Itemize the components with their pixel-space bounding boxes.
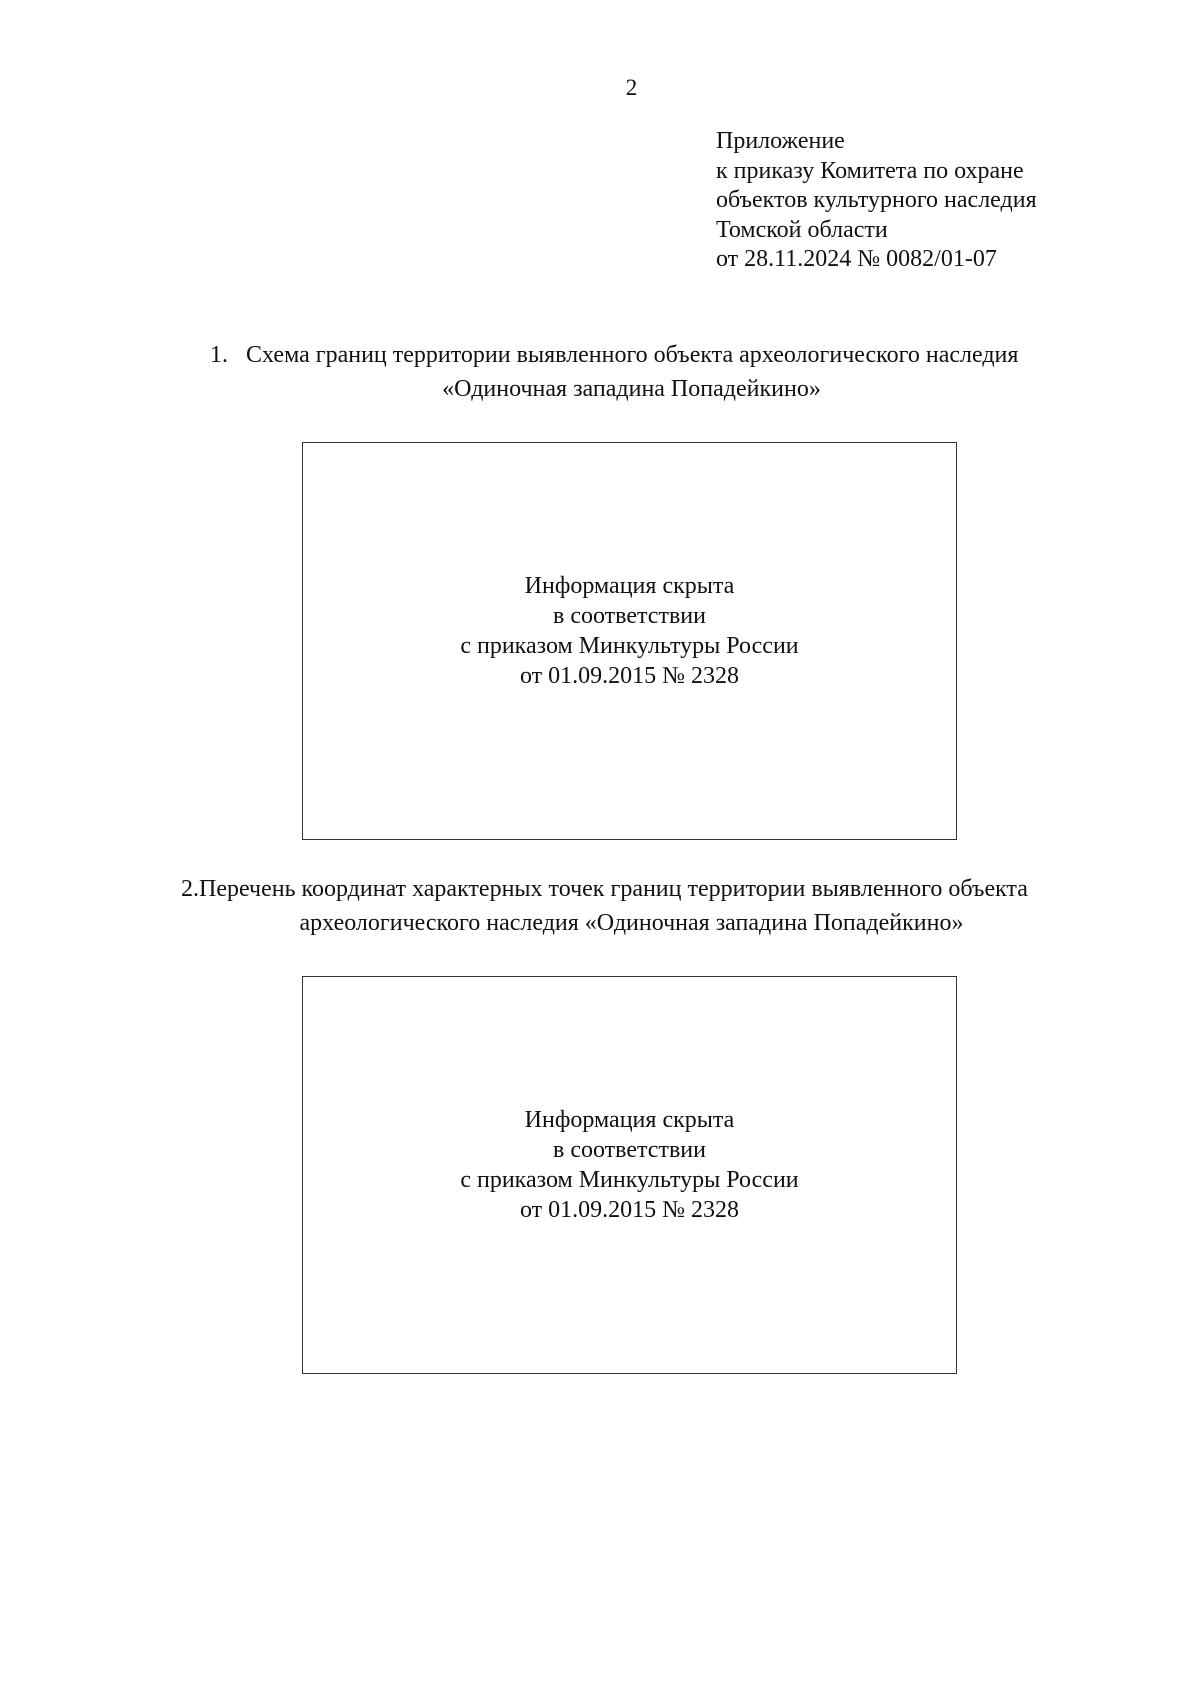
hidden-notice-line: с приказом Минкультуры России [460,633,799,659]
section-1-heading [0,338,1200,406]
section-1-number: 1. [210,342,228,368]
appendix-header [716,127,1176,275]
hidden-scheme-box [302,442,957,840]
page-number: 2 [625,75,638,100]
hidden-notice-line: в соответствии [553,603,706,629]
hidden-notice-line: от 01.09.2015 № 2328 [519,663,740,689]
hidden-notice-line: Информация скрыта [524,573,735,599]
section-1-title-text: Схема границ территории выявленного объекта археологического наследия [246,342,1019,368]
appendix-line: Томской области [716,216,888,243]
hidden-notice-line: в соответствии [553,1137,706,1163]
hidden-coordinates-box [302,976,957,1374]
section-1-heading-line-1 [0,338,1200,372]
section-2-heading-line-1: 2.Перечень координат характерных точек границ территории выявленного объекта [181,876,1028,902]
appendix-date-number: от 28.11.2024 № 0082/01-07 [716,246,997,272]
hidden-notice-line: Информация скрыта [524,1107,735,1133]
hidden-notice [460,1105,798,1225]
appendix-line: к приказу Комитета по охране [716,157,1024,184]
appendix-line: Приложение [716,128,845,154]
appendix-line: объектов культурного наследия [716,187,1037,213]
hidden-notice-line: от 01.09.2015 № 2328 [519,1197,740,1223]
section-1-heading-line-2: «Одиночная западина Попадейкино» [442,376,821,402]
section-2-heading-line-2: археологического наследия «Одиночная западина Попадейкино» [299,910,964,936]
hidden-notice-line: с приказом Минкультуры России [460,1167,799,1193]
hidden-notice [460,571,798,691]
section-2-heading [0,872,1200,940]
